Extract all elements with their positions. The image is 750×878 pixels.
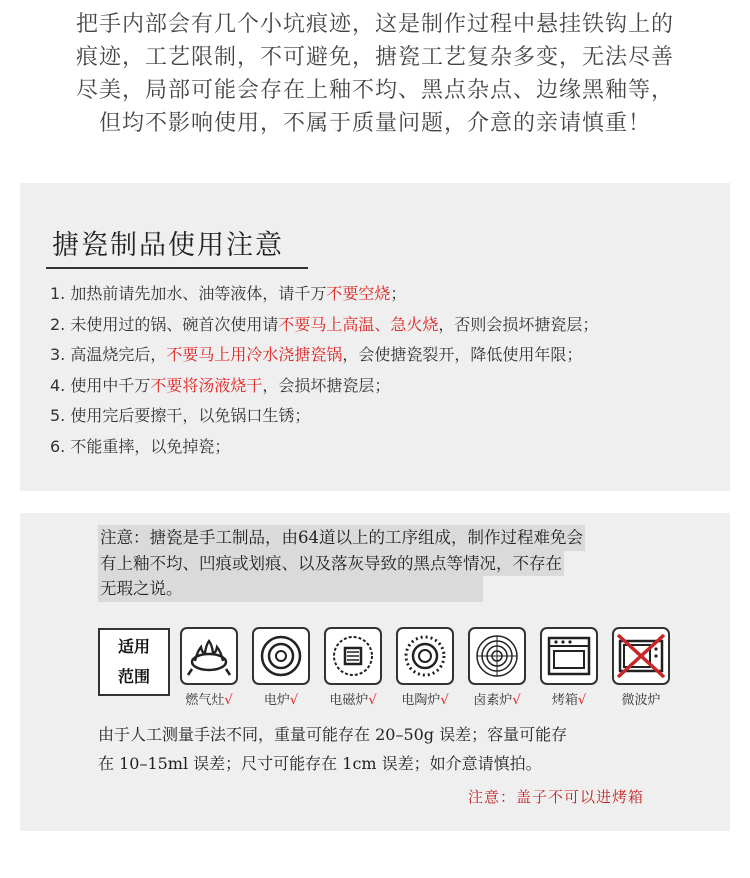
notice-line: 有上釉不均、凹痕或划痕、以及落灰导致的黑点等情况，不存在 [98, 551, 564, 577]
notice-line: 注意：搪瓷是手工制品，由64道以上的工序组成，制作过程难免会 [98, 525, 585, 551]
electric-stove-icon [252, 627, 310, 685]
ceramic-stove-icon [396, 627, 454, 685]
applicable-scope-label: 适用 范围 [98, 628, 170, 696]
induction-cooker-icon [324, 627, 382, 685]
scope-label: 电磁炉√ [329, 693, 377, 708]
usage-item: 5. 使用完后要擦干，以免锅口生锈； [50, 406, 311, 425]
intro-line: 但均不影响使用，不属于质量问题，介意的亲请慎重！ [98, 111, 651, 136]
microwave-crossed-icon [612, 627, 670, 685]
disclaimer-line: 在 10–15ml 误差；尺寸可能存在 1cm 误差；如介意请慎拍。 [98, 754, 542, 773]
usage-item: 4. 使用中千万不要将汤液烧干，会损坏搪瓷层； [50, 375, 391, 395]
usage-item: 3. 高温烧完后，不要马上用冷水浇搪瓷锅，会使搪瓷裂开，降低使用年限； [50, 345, 583, 364]
scope-label: 电陶炉√ [401, 693, 449, 708]
intro-line: 尽美，局部可能会存在上釉不均、黑点杂点、边缘黑釉等， [75, 78, 674, 103]
intro-line: 痕迹，工艺限制，不可避免，搪瓷工艺复杂多变，无法尽善 [75, 45, 674, 70]
usage-item: 2. 未使用过的锅、碗首次使用请不要马上高温、急火烧，否则会损坏搪瓷层； [50, 314, 599, 334]
scope-label: 燃气灶√ [185, 693, 233, 708]
scope-label: 微波炉 [621, 693, 661, 708]
usage-notes-panel [20, 183, 730, 491]
disclaimer-line: 由于人工测量手法不同，重量可能存在 20–50g 误差；容量可能存 [98, 725, 568, 744]
notice-line: 无瑕之说。 [98, 576, 483, 602]
scope-label: 卤素炉√ [473, 693, 521, 708]
scope-label: 烤箱√ [551, 693, 587, 708]
halogen-stove-icon [468, 627, 526, 685]
scope-label: 电炉√ [263, 693, 299, 708]
intro-line: 把手内部会有几个小坑痕迹，这是制作过程中悬挂铁钩上的 [75, 12, 674, 37]
measurement-disclaimer [98, 720, 567, 778]
lid-oven-warning: 注意：盖子不可以进烤箱 [468, 788, 645, 806]
oven-icon [540, 627, 598, 685]
usage-list [50, 279, 598, 462]
handmade-notice [98, 525, 585, 602]
intro-notice [30, 8, 720, 140]
usage-item: 1. 加热前请先加水、油等液体，请千万不要空烧； [50, 284, 407, 303]
usage-item: 6. 不能重摔，以免掉瓷； [50, 436, 231, 456]
title-underline [46, 267, 308, 269]
gas-stove-icon [180, 627, 238, 685]
product-info-panel [20, 513, 730, 831]
usage-title: 搪瓷制品使用注意 [52, 230, 284, 261]
